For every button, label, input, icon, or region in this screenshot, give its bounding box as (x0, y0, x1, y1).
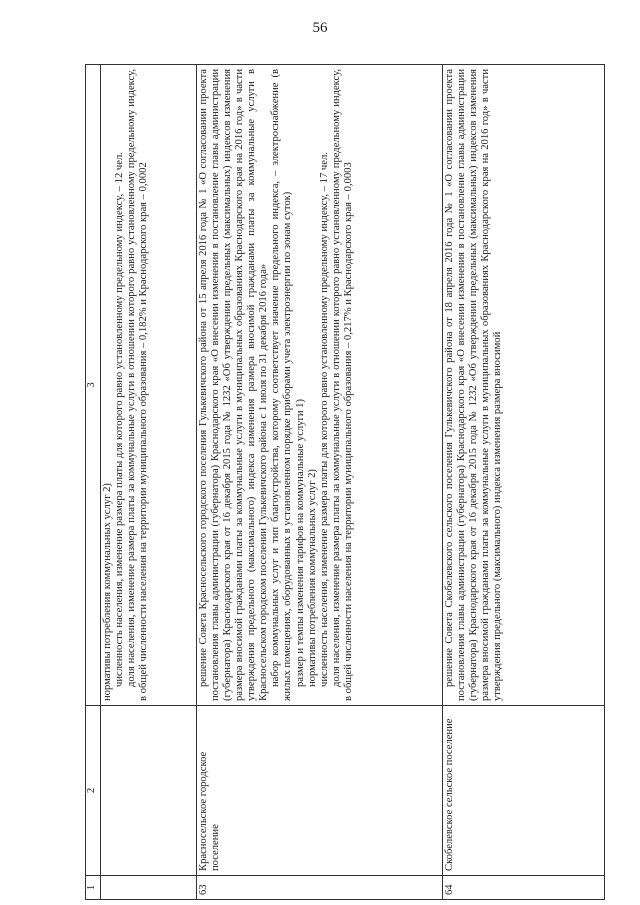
municipal-index-table (85, 64, 605, 900)
detail-line: набор коммунальных услуг и тип благоустройства, которому соответствует значение предельного индекса, – электроснабжение (в жилых помещениях, оборудованных в установленном порядке приборами учета электроэнергии по зонам суток) (270, 69, 294, 701)
detail-line: решение Совета Красносельского городского поселения Гулькевичского района от 15 апреля 2016 года № 1 «О согласовании проекта постановления главы администрации (губернатора) Краснодарского края «О внесении изменения в постановление главы администрации (губернатора) Краснодарского края от 16 декабря 2015 года № 1232 «Об утверждении предельных (максимальных) индексов изменения размера вносимой гражданами платы за коммунальные услуги в муниципальных образованиях Краснодарского края на 2016 год» в части утверждения предельного (максимального) индекса изменения размера вносимой гражданами платы за коммунальные услуги в Красносельском городском поселении Гулькевичского района с 1 июля по 31 декабря 2016 года» (198, 69, 270, 701)
detail-line: доля населения, изменение размера платы за коммунальные услуги в отношении которого равно установленному предельному индексу, в общей численности населения на территории муниципального образования – 0,182% и Краснодарского края – 0,0002 (126, 69, 150, 701)
rotated-table-container (85, 64, 605, 900)
detail-line: численность населения, изменение размера платы для которого равно установленному предельному индексу, – 17 чел. (318, 152, 330, 687)
column-header-2: 2 (86, 706, 101, 876)
detail-line: размер и темпы изменения тарифов на коммунальные услуги 1) (294, 399, 306, 687)
detail-line: численность населения, изменение размера платы для которого равно установленному предельному индексу, – 12 чел. (114, 152, 126, 687)
table-row (197, 65, 443, 900)
settlement-name: Красносельское городское поселение (197, 706, 443, 876)
detail-line: нормативы потребления коммунальных услуг 2) (102, 483, 113, 701)
row-details (443, 65, 605, 706)
table-row (443, 65, 605, 900)
settlement-name (101, 706, 197, 876)
row-details (197, 65, 443, 706)
table-row (101, 65, 197, 900)
row-number: 63 (197, 876, 443, 900)
row-number: 64 (443, 876, 605, 900)
column-header-3: 3 (86, 65, 101, 706)
detail-line: доля населения, изменение размера платы за коммунальные услуги в отношении которого равно установленному предельному индексу, в общей численности населения на территории муниципального образования – 0,217% и Краснодарского края – 0,0003 (330, 69, 354, 701)
row-number (101, 876, 197, 900)
page-number: 56 (312, 20, 328, 36)
table-header-row (86, 65, 101, 900)
detail-line: решение Совета Скобелевского сельского поселения Гулькевичского района от 18 апреля 2016 года № 1 «О согласовании проекта постановления главы администрации (губернатора) Краснодарского края «О внесении изменения в постановление главы администрации (губернатора) Краснодарского края от 16 декабря 2015 года № 1232 «Об утверждении предельных (максимальных) индексов изменения размера вносимой гражданами платы за коммунальные услуги в муниципальных образованиях Краснодарского края на 2016 год» в части утверждения предельного (максимального) индекса изменения размера вносимой (444, 69, 504, 701)
settlement-name: Скобелевское сельское поселение (443, 706, 605, 876)
detail-line: нормативы потребления коммунальных услуг 2) (306, 469, 318, 687)
row-details (101, 65, 197, 706)
column-header-1: 1 (86, 876, 101, 900)
